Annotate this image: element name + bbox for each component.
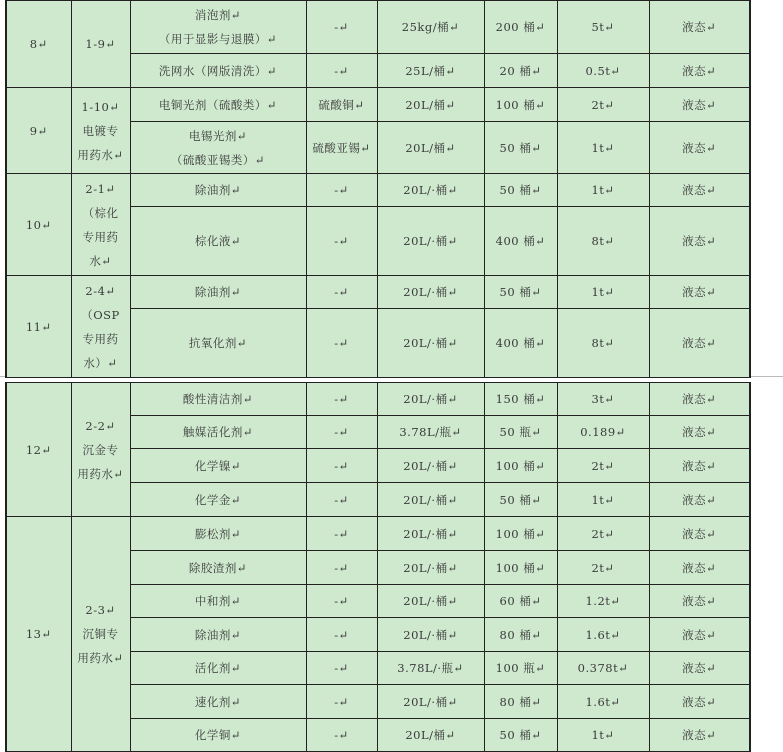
chemical-name-cell-line: 抗氧化剂↵ <box>188 336 248 350</box>
category-code-cell-line: 用药水↵ <box>77 147 124 162</box>
annual-quantity-cell: 400 桶↵ <box>484 207 557 276</box>
state-cell: 液态↵ <box>649 54 750 88</box>
chemical-name-cell-line: 除油剂↵ <box>194 285 242 299</box>
package-spec-cell: 20L/桶↵ <box>377 719 484 752</box>
annual-quantity-cell: 50 桶↵ <box>484 483 557 517</box>
annual-quantity-cell: 50 桶↵ <box>484 276 557 309</box>
state-cell: 液态↵ <box>649 517 750 551</box>
chemical-name-cell-line: 棕化液↵ <box>194 234 242 248</box>
annual-quantity-cell: 80 桶↵ <box>484 685 557 719</box>
annual-quantity-cell: 200 桶↵ <box>484 1 557 54</box>
annual-quantity-cell: 50 桶↵ <box>484 174 557 207</box>
category-code-cell-line: 2-1↵ <box>85 181 116 196</box>
chemical-name-cell-line: 除胶渣剂↵ <box>188 560 248 575</box>
main-ingredient-cell: -↵ <box>306 585 377 618</box>
category-code-cell-line: （OSP <box>81 307 120 322</box>
annual-amount-cell: 1t↵ <box>557 174 649 207</box>
chemical-name-cell <box>130 517 306 551</box>
annual-amount-cell: 2t↵ <box>557 517 649 551</box>
chemical-name-cell <box>130 585 306 618</box>
package-spec-cell: 20L/·桶↵ <box>377 618 484 652</box>
category-code-cell-line: 1-9↵ <box>85 37 116 51</box>
category-code-cell <box>71 1 130 88</box>
package-spec-cell: 20L/·桶↵ <box>377 517 484 551</box>
main-ingredient-cell: -↵ <box>306 652 377 685</box>
chemical-name-cell-line: 除油剂↵ <box>194 627 242 642</box>
package-spec-cell: 20L/·桶↵ <box>377 483 484 517</box>
chemical-name-cell-line: 电铜光剂（硫酸类）↵ <box>158 97 278 112</box>
main-ingredient-cell: -↵ <box>306 309 377 378</box>
item-number-cell: 11↵ <box>6 276 71 378</box>
chemical-name-cell <box>130 207 306 276</box>
category-code-cell-line: 2-4↵ <box>85 283 116 298</box>
main-ingredient-cell: -↵ <box>306 207 377 276</box>
package-spec-cell: 3.78L/·瓶↵ <box>377 652 484 685</box>
category-code-cell <box>71 517 130 752</box>
annual-quantity-cell: 50 桶↵ <box>484 719 557 752</box>
main-ingredient-cell: -↵ <box>306 449 377 483</box>
state-cell: 液态↵ <box>649 174 750 207</box>
chemical-name-cell <box>130 309 306 378</box>
category-code-cell <box>71 383 130 517</box>
state-cell: 液态↵ <box>649 122 750 174</box>
state-cell: 液态↵ <box>649 1 750 54</box>
annual-amount-cell: 0.189↵ <box>557 416 649 449</box>
main-ingredient-cell: -↵ <box>306 517 377 551</box>
annual-amount-cell: 2t↵ <box>557 449 649 483</box>
annual-quantity-cell: 50 桶↵ <box>484 122 557 174</box>
package-spec-cell: 20L/桶↵ <box>377 88 484 122</box>
state-cell: 液态↵ <box>649 719 750 752</box>
state-cell: 液态↵ <box>649 207 750 276</box>
annual-quantity-cell: 100 桶↵ <box>484 551 557 585</box>
chemical-name-cell-line: 化学金↵ <box>194 492 242 507</box>
chemical-name-cell-line: 膨松剂↵ <box>194 526 242 541</box>
package-spec-cell: 20L/·桶↵ <box>377 207 484 276</box>
state-cell: 液态↵ <box>649 585 750 618</box>
category-code-cell-line: 专用药 <box>82 331 119 346</box>
category-code-cell-line: 水）↵ <box>83 355 118 370</box>
table-row <box>6 276 750 309</box>
state-cell: 液态↵ <box>649 88 750 122</box>
main-ingredient-cell: 硫酸铜↵ <box>306 88 377 122</box>
item-number-cell: 13↵ <box>6 517 71 752</box>
chemical-name-cell <box>130 54 306 88</box>
chemical-name-cell <box>130 416 306 449</box>
annual-quantity-cell: 20 桶↵ <box>484 54 557 88</box>
chemical-name-cell-line: 电锡光剂↵ <box>188 128 248 143</box>
chemical-name-cell-line: 酸性清洁剂↵ <box>182 392 254 406</box>
chemical-name-cell <box>130 618 306 652</box>
category-code-cell-line: 用药水↵ <box>77 466 124 481</box>
package-spec-cell: 20L/·桶↵ <box>377 685 484 719</box>
chemical-name-cell <box>130 383 306 416</box>
chemical-name-cell <box>130 449 306 483</box>
state-cell: 液态↵ <box>649 383 750 416</box>
state-cell: 液态↵ <box>649 276 750 309</box>
main-ingredient-cell: -↵ <box>306 174 377 207</box>
category-code-cell-line: 1-10↵ <box>81 99 120 114</box>
chemical-name-cell-line: 化学镍↵ <box>194 458 242 473</box>
chemical-name-cell-line: 中和剂↵ <box>194 594 242 608</box>
category-code-cell-line: 2-2↵ <box>85 418 116 433</box>
category-code-cell <box>71 174 130 276</box>
table-row <box>6 174 750 207</box>
category-code-cell <box>71 88 130 174</box>
chemical-name-cell <box>130 719 306 752</box>
annual-amount-cell: 3t↵ <box>557 383 649 416</box>
annual-quantity-cell: 50 瓶↵ <box>484 416 557 449</box>
package-spec-cell: 20L/·桶↵ <box>377 383 484 416</box>
annual-quantity-cell: 100 桶↵ <box>484 517 557 551</box>
package-spec-cell: 20L/桶↵ <box>377 122 484 174</box>
state-cell: 液态↵ <box>649 416 750 449</box>
chemical-name-cell <box>130 1 306 54</box>
annual-amount-cell: 1.6t↵ <box>557 618 649 652</box>
chemical-name-cell-line: 触媒活化剂↵ <box>182 425 254 439</box>
chemical-name-cell <box>130 276 306 309</box>
annual-amount-cell: 8t↵ <box>557 309 649 378</box>
annual-amount-cell: 1t↵ <box>557 122 649 174</box>
chemical-name-cell <box>130 174 306 207</box>
category-code-cell-line: 沉铜专 <box>82 627 119 641</box>
chemicals-table-part-2 <box>5 382 751 752</box>
state-cell: 液态↵ <box>649 685 750 719</box>
chemical-name-cell-line: 除油剂↵ <box>194 183 242 197</box>
annual-amount-cell: 1.2t↵ <box>557 585 649 618</box>
annual-amount-cell: 1t↵ <box>557 483 649 517</box>
main-ingredient-cell: -↵ <box>306 1 377 54</box>
chemical-name-cell <box>130 652 306 685</box>
category-code-cell <box>71 276 130 378</box>
annual-quantity-cell: 100 桶↵ <box>484 449 557 483</box>
package-spec-cell: 25kg/桶↵ <box>377 1 484 54</box>
category-code-cell-line: （棕化 <box>82 205 119 220</box>
chemical-name-cell-line: 速化剂↵ <box>194 694 242 709</box>
chemical-name-cell-line: （硫酸亚锡类）↵ <box>170 152 266 167</box>
main-ingredient-cell: -↵ <box>306 276 377 309</box>
package-spec-cell: 20L/·桶↵ <box>377 174 484 207</box>
package-spec-cell: 20L/·桶↵ <box>377 585 484 618</box>
annual-amount-cell: 1t↵ <box>557 719 649 752</box>
package-spec-cell: 20L/·桶↵ <box>377 449 484 483</box>
chemical-name-cell-line: （用于显影与退膜）↵ <box>158 32 278 46</box>
table-row <box>6 88 750 122</box>
chemical-name-cell <box>130 551 306 585</box>
category-code-cell-line: 用药水↵ <box>77 651 124 665</box>
annual-amount-cell: 8t↵ <box>557 207 649 276</box>
table-row <box>6 383 750 416</box>
item-number-cell: 12↵ <box>6 383 71 517</box>
main-ingredient-cell: 硫酸亚锡↵ <box>306 122 377 174</box>
item-number-cell: 9↵ <box>6 88 71 174</box>
annual-amount-cell: 5t↵ <box>557 1 649 54</box>
table-row <box>6 1 750 54</box>
annual-amount-cell: 2t↵ <box>557 88 649 122</box>
annual-quantity-cell: 80 桶↵ <box>484 618 557 652</box>
chemical-name-cell-line: 洗网水（网版清洗）↵ <box>158 63 278 78</box>
annual-amount-cell: 0.5t↵ <box>557 54 649 88</box>
chemical-name-cell <box>130 685 306 719</box>
chemical-name-cell <box>130 483 306 517</box>
chemical-name-cell-line: 消泡剂↵ <box>194 8 242 22</box>
chemical-name-cell <box>130 88 306 122</box>
chemical-name-cell-line: 活化剂↵ <box>194 661 242 675</box>
state-cell: 液态↵ <box>649 449 750 483</box>
state-cell: 液态↵ <box>649 483 750 517</box>
state-cell: 液态↵ <box>649 618 750 652</box>
package-spec-cell: 25L/桶↵ <box>377 54 484 88</box>
annual-quantity-cell: 150 桶↵ <box>484 383 557 416</box>
package-spec-cell: 20L/·桶↵ <box>377 276 484 309</box>
main-ingredient-cell: -↵ <box>306 551 377 585</box>
annual-quantity-cell: 400 桶↵ <box>484 309 557 378</box>
chemical-name-cell-line: 化学铜↵ <box>194 728 242 742</box>
main-ingredient-cell: -↵ <box>306 685 377 719</box>
state-cell: 液态↵ <box>649 652 750 685</box>
chemicals-table-part-1 <box>5 0 751 378</box>
annual-quantity-cell: 60 桶↵ <box>484 585 557 618</box>
category-code-cell-line: 沉金专 <box>82 442 119 457</box>
package-spec-cell: 20L/·桶↵ <box>377 551 484 585</box>
main-ingredient-cell: -↵ <box>306 618 377 652</box>
annual-amount-cell: 1t↵ <box>557 276 649 309</box>
package-spec-cell: 20L/·桶↵ <box>377 309 484 378</box>
category-code-cell-line: 专用药 <box>82 229 119 244</box>
state-cell: 液态↵ <box>649 309 750 378</box>
annual-quantity-cell: 100 瓶↵ <box>484 652 557 685</box>
main-ingredient-cell: -↵ <box>306 383 377 416</box>
main-ingredient-cell: -↵ <box>306 416 377 449</box>
annual-amount-cell: 0.378t↵ <box>557 652 649 685</box>
category-code-cell-line: 2-3↵ <box>85 603 116 617</box>
category-code-cell-line: 电镀专 <box>82 123 119 138</box>
annual-amount-cell: 1.6t↵ <box>557 685 649 719</box>
category-code-cell-line: 水↵ <box>89 253 112 268</box>
annual-amount-cell: 2t↵ <box>557 551 649 585</box>
item-number-cell: 10↵ <box>6 174 71 276</box>
main-ingredient-cell: -↵ <box>306 483 377 517</box>
package-spec-cell: 3.78L/瓶↵ <box>377 416 484 449</box>
item-number-cell: 8↵ <box>6 1 71 88</box>
table-row <box>6 517 750 551</box>
chemical-name-cell <box>130 122 306 174</box>
main-ingredient-cell: -↵ <box>306 54 377 88</box>
state-cell: 液态↵ <box>649 551 750 585</box>
main-ingredient-cell: -↵ <box>306 719 377 752</box>
annual-quantity-cell: 100 桶↵ <box>484 88 557 122</box>
